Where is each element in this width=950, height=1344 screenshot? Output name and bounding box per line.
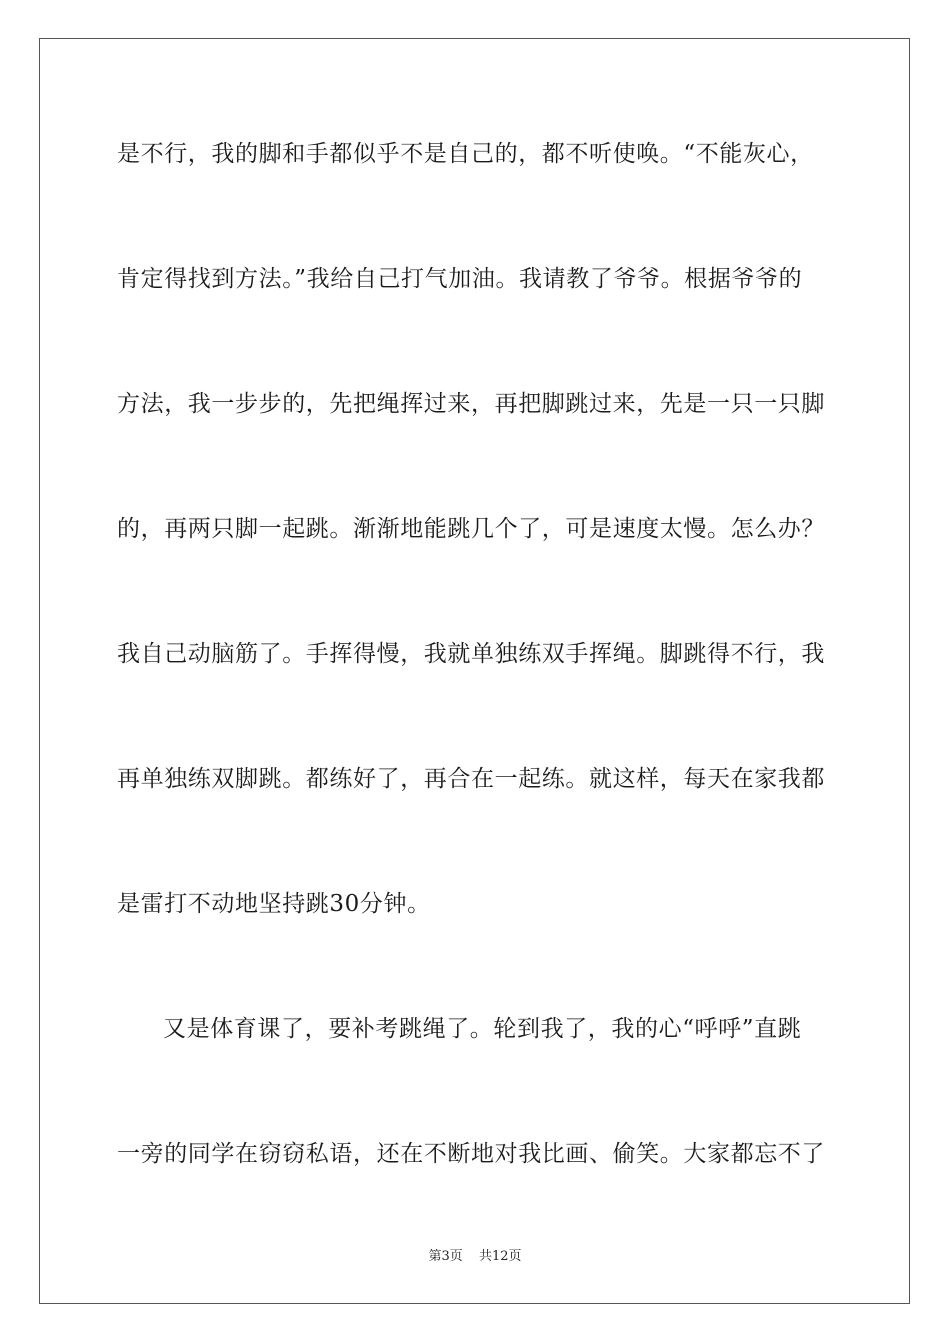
paragraph-line: 方法，我一步步的，先把绳挥过来，再把脚跳过来，先是一只一只脚 <box>117 391 825 417</box>
paragraph-line: 我自己动脑筋了。手挥得慢，我就单独练双手挥绳。脚跳得不行，我 <box>117 641 825 667</box>
paragraph-line: 的，再两只脚一起跳。渐渐地能跳几个了，可是速度太慢。怎么办？ <box>117 516 825 542</box>
paragraph-line: 是雷打不动地坚持跳30分钟。 <box>117 891 431 917</box>
page-border <box>39 38 910 1304</box>
page-total: 共12页 <box>478 1249 522 1264</box>
page-footer <box>0 1248 950 1266</box>
page-number: 第3页 <box>428 1249 463 1264</box>
paragraph-line: 肯定得找到方法。”我给自己打气加油。我请教了爷爷。根据爷爷的 <box>117 266 803 292</box>
paragraph-line: 再单独练双脚跳。都练好了，再合在一起练。就这样，每天在家我都 <box>117 766 825 792</box>
paragraph-line: 是不行，我的脚和手都似乎不是自己的，都不听使唤。“不能灰心， <box>117 141 814 167</box>
paragraph-line: 一旁的同学在窃窃私语，还在不断地对我比画、偷笑。大家都忘不了 <box>117 1141 825 1167</box>
paragraph-line-indented: 又是体育课了，要补考跳绳了。轮到我了，我的心“呼呼”直跳 <box>163 1016 802 1042</box>
